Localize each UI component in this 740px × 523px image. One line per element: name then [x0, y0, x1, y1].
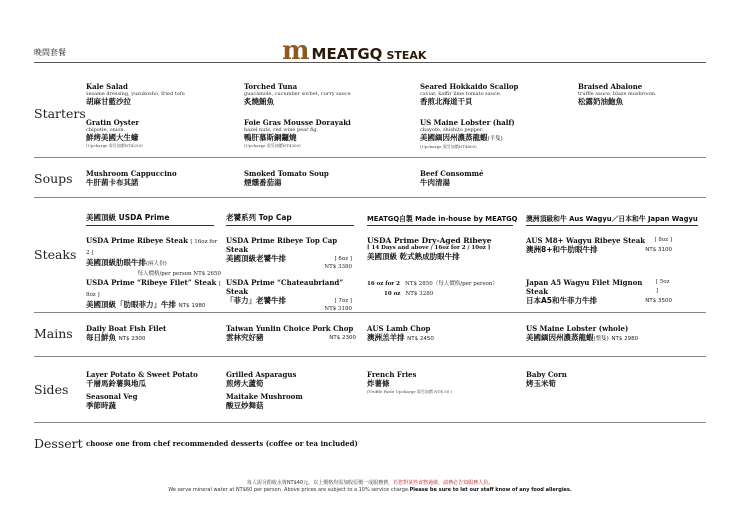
- steak-en: USDA Prime Ribeye Top Cap Steak: [226, 236, 338, 254]
- steak-zh-note: (兩人份): [146, 261, 167, 267]
- steak-size: [ 5oz ]: [655, 279, 670, 294]
- steak-category-header: 澳洲頂級和牛 Aus Wagyu／日本和牛 Japan Wagyu: [526, 215, 698, 223]
- side-zh: 季節時蔬: [86, 401, 116, 410]
- main-zh: 雲林究好豬: [226, 333, 264, 342]
- steak-price: NT$ 2850（每人價格/per person）: [405, 281, 498, 287]
- starter-desc: chipotle, onion.: [86, 127, 126, 133]
- steak-zh: 美國頂級老饕牛排: [226, 254, 286, 263]
- side-item: [367, 370, 517, 394]
- steak-size: [ 8oz ]: [86, 281, 221, 298]
- starter-zh: 鴨肝慕斯銅鑼燒: [244, 133, 297, 142]
- steak-price: NT$ 3500: [645, 298, 672, 304]
- side-zh: 千層馬鈴薯與地瓜: [86, 379, 146, 388]
- side-en: French Fries: [367, 370, 417, 379]
- starter-en: Torched Tuna: [244, 82, 298, 91]
- steak-item: [226, 278, 352, 312]
- starter-item: [420, 82, 570, 107]
- soup-item: [86, 169, 177, 188]
- logo-steak: STEAK: [386, 49, 427, 62]
- steak-size: 16 oz for 2: [367, 281, 400, 287]
- side-zh: 酸豆炒舞菇: [226, 401, 264, 410]
- soup-zh: 煙燻番茄湯: [244, 178, 282, 187]
- steak-header-underline: [526, 225, 698, 226]
- side-item: [226, 370, 296, 389]
- starter-desc: chayote, shishito pepper.: [420, 127, 484, 133]
- steak-item: [226, 236, 352, 270]
- starter-upcharge: (Upcharge 需另加價NT$300): [244, 143, 301, 148]
- main-price: NT$ 2300: [329, 335, 356, 341]
- starter-en: Foie Gras Mousse Dorayaki: [244, 118, 351, 127]
- steak-zh: 美國頂級 乾式熟成肋眼牛排: [367, 252, 460, 261]
- steak-item: [86, 236, 221, 277]
- steak-en: Japan A5 Wagyu Filet Mignon Steak: [526, 278, 643, 296]
- steak-price: NT$ 3100: [645, 247, 672, 253]
- main-en: US Maine Lobster (whole): [526, 324, 629, 333]
- steak-zh: 美國頂級「肋眼菲力」牛排: [86, 300, 176, 309]
- steak-en: USDA Prime Dry-Aged Ribeye: [367, 236, 492, 245]
- section-mains: Mains: [34, 326, 73, 341]
- section-divider: [34, 157, 706, 158]
- steak-price: 每人價格/per person NT$ 2650: [137, 271, 221, 277]
- soup-en: Beef Consommé: [420, 169, 484, 178]
- logo-m-icon: m: [282, 36, 308, 66]
- steak-item: [526, 278, 672, 306]
- starter-zh: 鮮烤美國大生蠔: [86, 133, 139, 142]
- section-sides: Sides: [34, 382, 69, 397]
- starter-zh: 松露奶油鮑魚: [578, 97, 623, 106]
- steak-price: NT$ 3280: [405, 291, 434, 297]
- soup-item: [244, 169, 329, 188]
- main-en: AUS Lamb Chop: [367, 324, 431, 333]
- steak-en: USDA Prime Ribeye Steak: [86, 236, 188, 245]
- soup-zh: 牛肝菌卡布其諾: [86, 178, 139, 187]
- main-en: Daily Boat Fish Filet: [86, 324, 167, 333]
- logo-word: MEATGQ: [311, 45, 383, 63]
- starter-zh: 香煎北海道干貝: [420, 97, 473, 106]
- steak-item: [526, 236, 672, 255]
- steak-price: NT$ 1980: [178, 303, 206, 309]
- starter-en: Braised Abalone: [578, 82, 643, 91]
- steak-header-underline: [86, 225, 214, 226]
- steak-sub: [ 14 Days and above / 16oz for 2 / 10oz ]: [367, 245, 491, 251]
- footer-zh-allergy: 若您對某些食物過敏，請務必告知服務人員。: [393, 480, 494, 486]
- side-zh: 炸薯條: [367, 379, 390, 388]
- starter-upcharge: (Upcharge 需另加價NT$250): [86, 143, 143, 148]
- soup-en: Mushroom Cappuccino: [86, 169, 177, 178]
- starter-en: Gratin Oyster: [86, 118, 140, 127]
- main-price: NT$ 2450: [407, 336, 434, 342]
- main-zh: 澳洲羔羊排: [367, 333, 405, 342]
- starter-item: [578, 82, 698, 107]
- steak-en: USDA Prime “Chateaubriand” Steak: [226, 278, 344, 296]
- starter-zh-note: (半隻): [487, 136, 503, 142]
- steak-zh: 澳洲8+和牛肋眼牛排: [526, 245, 598, 254]
- main-item: [226, 324, 356, 343]
- side-item: [86, 370, 198, 389]
- steak-price: NT$ 3180: [324, 306, 352, 312]
- side-item: [526, 370, 567, 389]
- steak-zh: 日本A5和牛菲力牛排: [526, 296, 598, 305]
- main-item: [367, 324, 517, 344]
- section-divider: [34, 197, 706, 198]
- steak-price: NT$ 3380: [324, 264, 352, 270]
- steak-size: [ 16oz for 2 ]: [86, 239, 218, 256]
- starter-en: Kale Salad: [86, 82, 128, 91]
- footer-en: [0, 487, 740, 493]
- footer-en-allergy: Please be sure to let our staff know of any food allergies.: [409, 487, 572, 493]
- starter-en: Seared Hokkaido Scallop: [420, 82, 519, 91]
- side-en: Grilled Asparagus: [226, 370, 297, 379]
- starter-item: [244, 82, 404, 107]
- steak-category-header: MEATGQ自製 Made in-house by MEATGQ: [367, 215, 518, 223]
- header-divider: [34, 62, 706, 63]
- soup-zh: 牛肉清湯: [420, 178, 450, 187]
- steak-category-header: 美國頂級 USDA Prime: [86, 213, 170, 222]
- side-en: Maitake Mushroom: [226, 392, 303, 401]
- section-dessert: Dessert: [34, 436, 83, 451]
- steak-item: [367, 236, 517, 262]
- steak-size: [ 8oz ]: [654, 237, 672, 243]
- side-en: Layer Potato & Sweet Potato: [86, 370, 198, 379]
- starter-item: [86, 82, 236, 107]
- starter-desc: guacamole, cucumber sorbet, curry sauce: [244, 91, 351, 97]
- main-zh: 每日鮮魚: [86, 333, 116, 342]
- steak-en: USDA Prime “Ribeye Filet” Steak: [86, 278, 217, 287]
- starter-zh: 炙燒鮪魚: [244, 97, 274, 106]
- main-price: NT$ 2300: [118, 336, 146, 342]
- steak-price-row: [384, 280, 514, 299]
- main-en: Taiwan Yunlin Choice Pork Chop: [226, 324, 354, 333]
- starter-en: US Maine Lobster (half): [420, 118, 515, 127]
- side-zh: 烤玉米筍: [526, 379, 556, 388]
- section-divider: [34, 422, 706, 423]
- starter-item: [244, 118, 404, 148]
- starter-desc: hazel nuts, red wine pear fig.: [244, 127, 319, 133]
- starter-item: [420, 118, 570, 149]
- main-item: [86, 324, 221, 344]
- steak-en: AUS M8+ Wagyu Ribeye Steak: [526, 236, 646, 245]
- main-zh: 美國緬因州濃蒸龍蝦: [526, 333, 594, 342]
- steak-header-underline: [367, 225, 513, 226]
- side-upcharge: (Truffle Paste Upcharge 需另加價 NT$ 50 ): [367, 389, 453, 394]
- main-item: [526, 324, 696, 344]
- main-price: NT$ 2980: [611, 336, 639, 342]
- starter-item: [86, 118, 236, 148]
- section-divider: [34, 312, 706, 313]
- section-starters: Starters: [34, 106, 86, 121]
- steak-item: [86, 278, 221, 311]
- soup-en: Smoked Tomato Soup: [244, 169, 329, 178]
- steak-zh: 美國頂級肋眼牛排: [86, 258, 146, 267]
- steak-header-underline: [226, 225, 354, 226]
- steak-size: [ 6oz ]: [334, 256, 352, 262]
- steak-size: 10 oz: [384, 291, 401, 297]
- starter-desc: caviar, kaffir lime tomato sauce.: [420, 91, 502, 97]
- side-zh: 煎烤大蘆筍: [226, 379, 264, 388]
- starter-upcharge: (Upcharge 需另加價NT$600): [420, 144, 477, 149]
- footer-zh-main: 每人需另酌收水資NT$40元，以上價格均需加收原價一成服務費，: [246, 480, 394, 486]
- starter-desc: sesame dressing, yuzukosho, fried tofu: [86, 91, 185, 97]
- footer-en-main: We serve mineral water at NT$60 per person. Above prices are subject to a 10% service charge.: [168, 487, 410, 493]
- side-en: Baby Corn: [526, 370, 567, 379]
- side-item: [226, 392, 303, 411]
- footer-zh: [0, 479, 740, 486]
- menu-tag: 晚間套餐: [34, 48, 66, 57]
- steak-size: [ 7oz ]: [334, 298, 352, 304]
- steak-category-header: 老饕系列 Top Cap: [226, 213, 292, 222]
- starter-desc: truffle sauce, blaze mushroom.: [578, 91, 657, 97]
- starter-zh: [420, 133, 570, 144]
- soup-item: [420, 169, 483, 188]
- starter-zh: 胡麻甘藍沙拉: [86, 97, 131, 106]
- starter-zh-text: 美國緬因州濃蒸龍蝦: [420, 133, 488, 142]
- side-item: [86, 392, 138, 411]
- steak-zh: 「菲力」老饕牛排: [226, 296, 286, 305]
- section-divider: [34, 356, 706, 357]
- section-soups: Soups: [34, 171, 73, 186]
- dessert-text: choose one from chef recommended desserts (coffee or tea included): [86, 439, 358, 448]
- main-zh-note: (整隻): [593, 336, 609, 342]
- section-steaks: Steaks: [34, 247, 77, 262]
- side-en: Seasonal Veg: [86, 392, 138, 401]
